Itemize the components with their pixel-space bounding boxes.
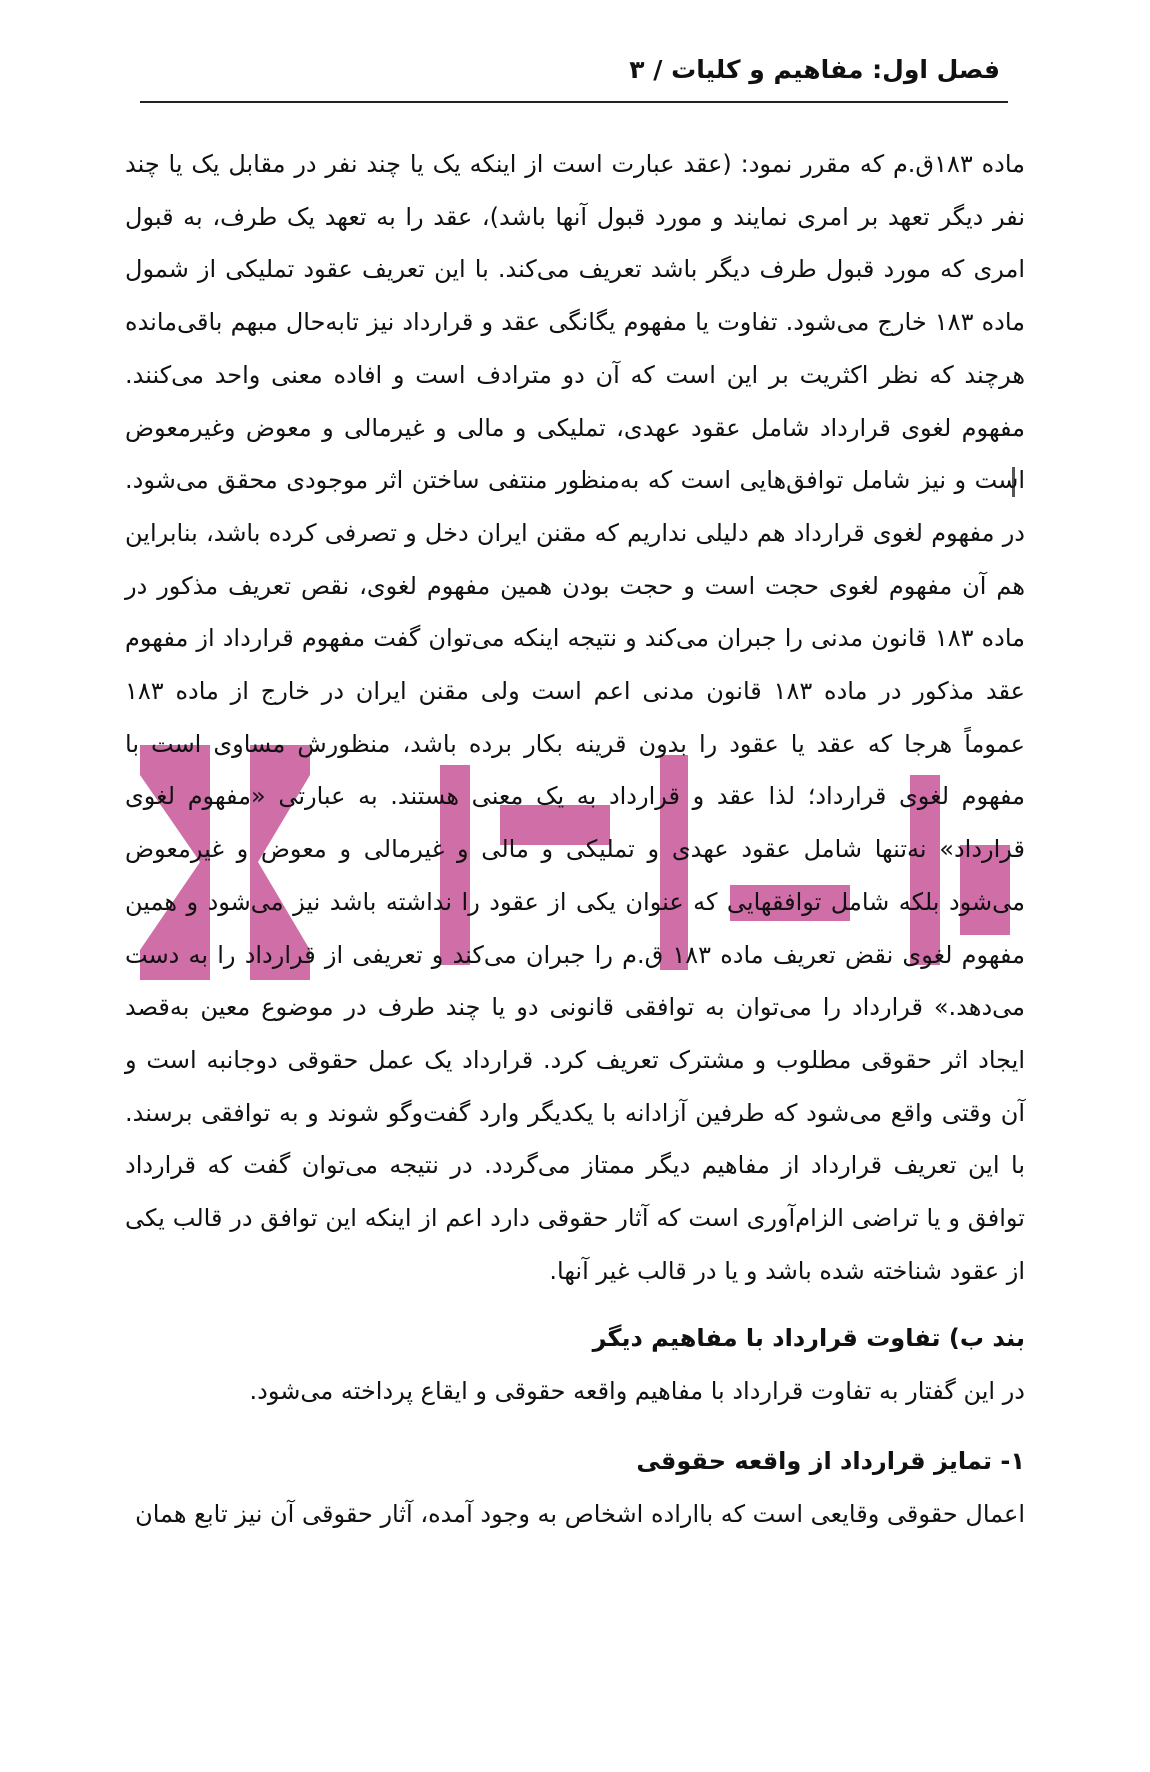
header-rule (140, 101, 1008, 103)
section-intro: در این گفتار به تفاوت قرارداد با مفاهیم واقعه حقوقی و ایقاع پرداخته می‌شود. (249, 1377, 1025, 1406)
body-paragraph: ماده ۱۸۳ق.م که مقرر نمود: (عقد عبارت است از اینکه یک یا چند نفر در مقابل یک یا چند نفر دیگر تعهد بر امری نمایند و مورد قبول آنها باشد)، عقد را به تعهد یک طرف، به قبول امری که مورد قبول طرف دیگر باشد تعریف می‌کند. با این تعریف عقود تملیکی از شمول ماده ۱۸۳ خارج می‌شود. تفاوت یا مفهوم یگانگی عقد و قرارداد نیز تابه‌حال مبهم باقی‌مانده هرچند که نظر اکثریت بر این است که آن دو مترادف است و افاده معنی واحد می‌کنند. مفهوم لغوی قرارداد شامل عقود عهدی، تملیکی و مالی و غیرمالی و معوض وغیرمعوض است و نیز شامل توافق‌هایی است که به‌منظور منتفی ساختن اثر موجودی محقق می‌شود. در مفهوم لغوی قرارداد هم دلیلی نداریم که مقنن ایران دخل و تصرفی کرده باشد، بنابراین هم آن مفهوم لغوی حجت است و حجت بودن همین مفهوم لغوی، نقص تعریف مذکور در ماده ۱۸۳ قانون مدنی را جبران می‌کند و نتیجه اینکه می‌توان گفت مفهوم قرارداد از مفهوم عقد مذکور در ماده ۱۸۳ قانون مدنی اعم است ولی مقنن ایران در خارج از ماده ۱۸۳ عموماً هرجا که عقد یا عقود را بدون قرینه بکار برده باشد، منظورش مساوی است با مفهوم لغوی قرارداد؛ لذا عقد و قرارداد به یک معنی هستند. به عبارتی «مفهوم لغوی قرارداد» نه‌تنها شامل عقود عهدی و تملیکی و مالی و غیرمالی و معوض و غیرمعوض می‌شود بلکه شامل توافقهایی که عنوان یکی از عقود را نداشته باشد نیز می‌شود و همین مفهوم لغوی نقض تعریف ماده ۱۸۳ ق.م را جبران می‌کند و تعریفی از قرارداد را به دست می‌دهد.» قرارداد را می‌توان به توافقی قانونی دو یا چند طرف در موضوع معین به‌قصد ایجاد اثر حقوقی مطلوب و مشترک تعریف کرد. قرارداد یک عمل حقوقی دوجانبه است و آن وقتی واقع می‌شود که طرفین آزادانه با یکدیگر وارد گفت‌وگو شوند و به توافقی برسند. با این تعریف قرارداد از مفاهیم دیگر ممتاز می‌گردد. در نتیجه می‌توان گفت که قرارداد توافق و یا تراضی الزام‌آوری است که آثار حقوقی دارد اعم از اینکه این توافق در قالب یکی از عقود شناخته شده باشد و یا در قالب غیر آنها. (125, 150, 1025, 1285)
main-text (125, 138, 1025, 1541)
subsection-paragraph: اعمال حقوقی وقایعی است که بااراده اشخاص به وجود آمده، آثار حقوقی آن نیز تابع همان (135, 1500, 1025, 1529)
running-header: فصل اول: مفاهیم و کلیات / ۳ (629, 55, 1000, 84)
section-heading: بند ب) تفاوت قرارداد با مفاهیم دیگر (592, 1324, 1025, 1353)
subsection-heading: ۱- تمایز قرارداد از واقعه حقوقی (636, 1447, 1025, 1476)
